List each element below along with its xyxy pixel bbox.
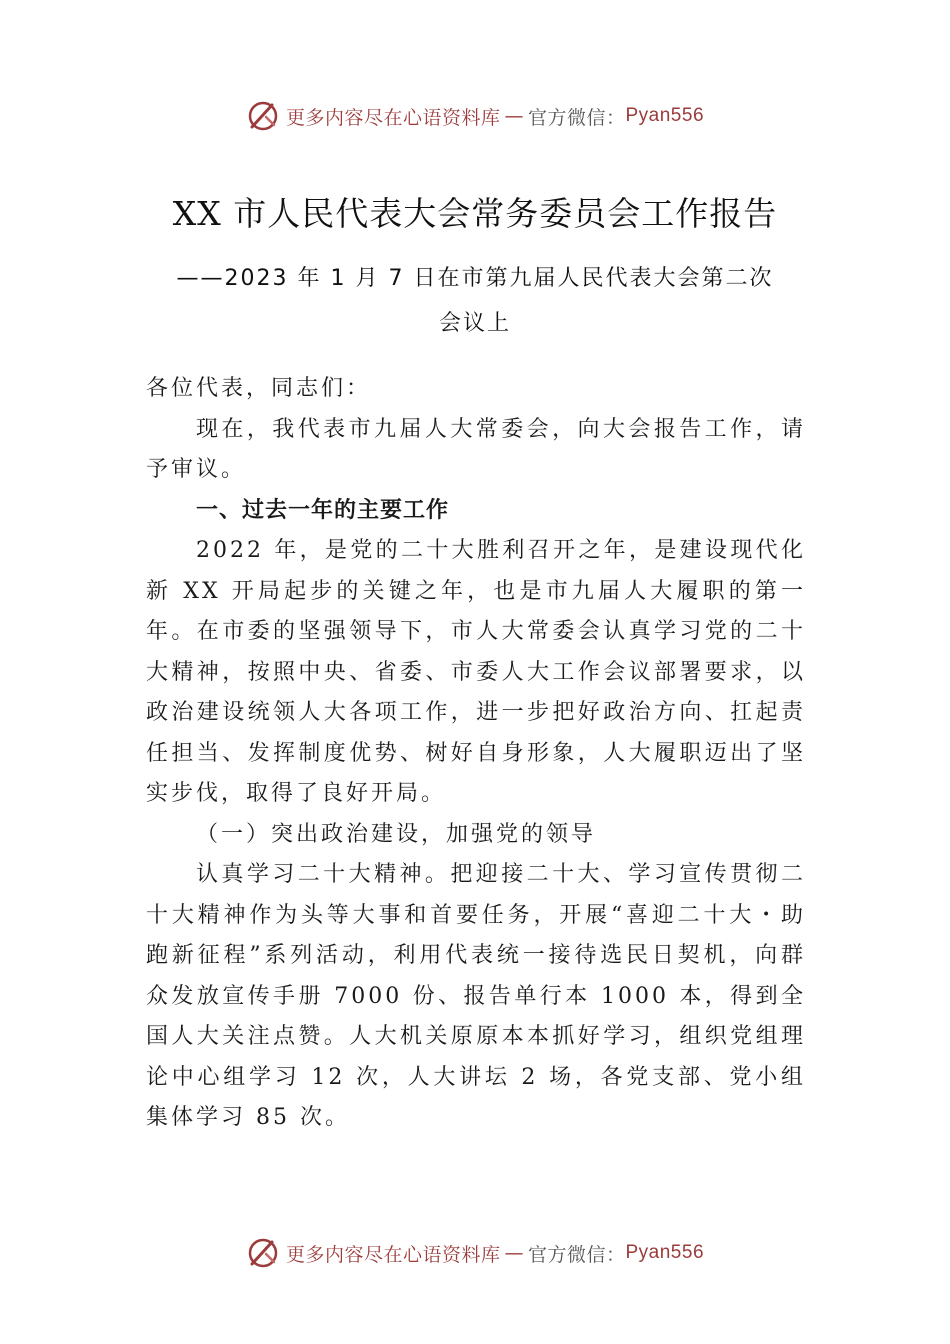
brush-logo-icon (246, 1236, 280, 1270)
banner-text: 更多内容尽在心语资料库 (285, 106, 501, 129)
section-paragraph: 2022 年，是党的二十大胜利召开之年，是建设现代化新 XX 开局起步的关键之年，也是市九届人大履职的第一年。在市委的坚强领导下，市人大常委会认真学习党的二十大精神，按照中央、省委、市委人大工作会议部署要求，以政治建设统领人大各项工作，进一步把好政治方向、扛起责任担当、发挥制度优势、树好自身形象，人大履职迈出了坚实步伐，取得了良好开局。 (146, 538, 806, 806)
intro-paragraph: 现在，我代表市九届人大常委会，向大会报告工作，请予审议。 (146, 416, 806, 482)
banner-separator: — (504, 1242, 524, 1264)
subtitle-line-1: ——2023 年 1 月 7 日在市第九届人民代表大会第二次 (176, 266, 774, 291)
salutation: 各位代表，同志们： (146, 376, 372, 401)
subtitle-line-2: 会议上 (438, 311, 511, 336)
document-title: XX 市人民代表大会常务委员会工作报告 (172, 194, 778, 233)
document-subtitle (150, 256, 800, 346)
subsection-paragraph: 认真学习二十大精神。把迎接二十大、学习宣传贯彻二十大精神作为头等大事和首要任务，开展“喜迎二十大・助跑新征程”系列活动，利用代表统一接待选民日契机，向群众发放宣传手册 7000 份、报告单行本 1000 本，得到全国人大关注点赞。人大机关原原本本抓好学习，组织党组理论中心组学习 12 次，人大讲坛 2 场，各党支部、党小组集体学习 85 次。 (146, 862, 806, 1130)
section-heading: 一、过去一年的主要工作 (196, 497, 450, 523)
header-watermark-banner (0, 96, 950, 136)
document-body (146, 369, 806, 1139)
brush-logo-icon (246, 99, 280, 133)
banner-account: Pyan556 (625, 105, 705, 126)
banner-wechat-label: 官方微信： (527, 1243, 626, 1266)
banner-wechat-label: 官方微信： (527, 106, 626, 129)
subsection-heading: （一）突出政治建设，加强党的领导 (196, 821, 597, 847)
banner-separator: — (504, 105, 524, 127)
banner-account: Pyan556 (625, 1242, 705, 1263)
footer-watermark-banner (0, 1233, 950, 1273)
banner-text: 更多内容尽在心语资料库 (285, 1243, 501, 1266)
